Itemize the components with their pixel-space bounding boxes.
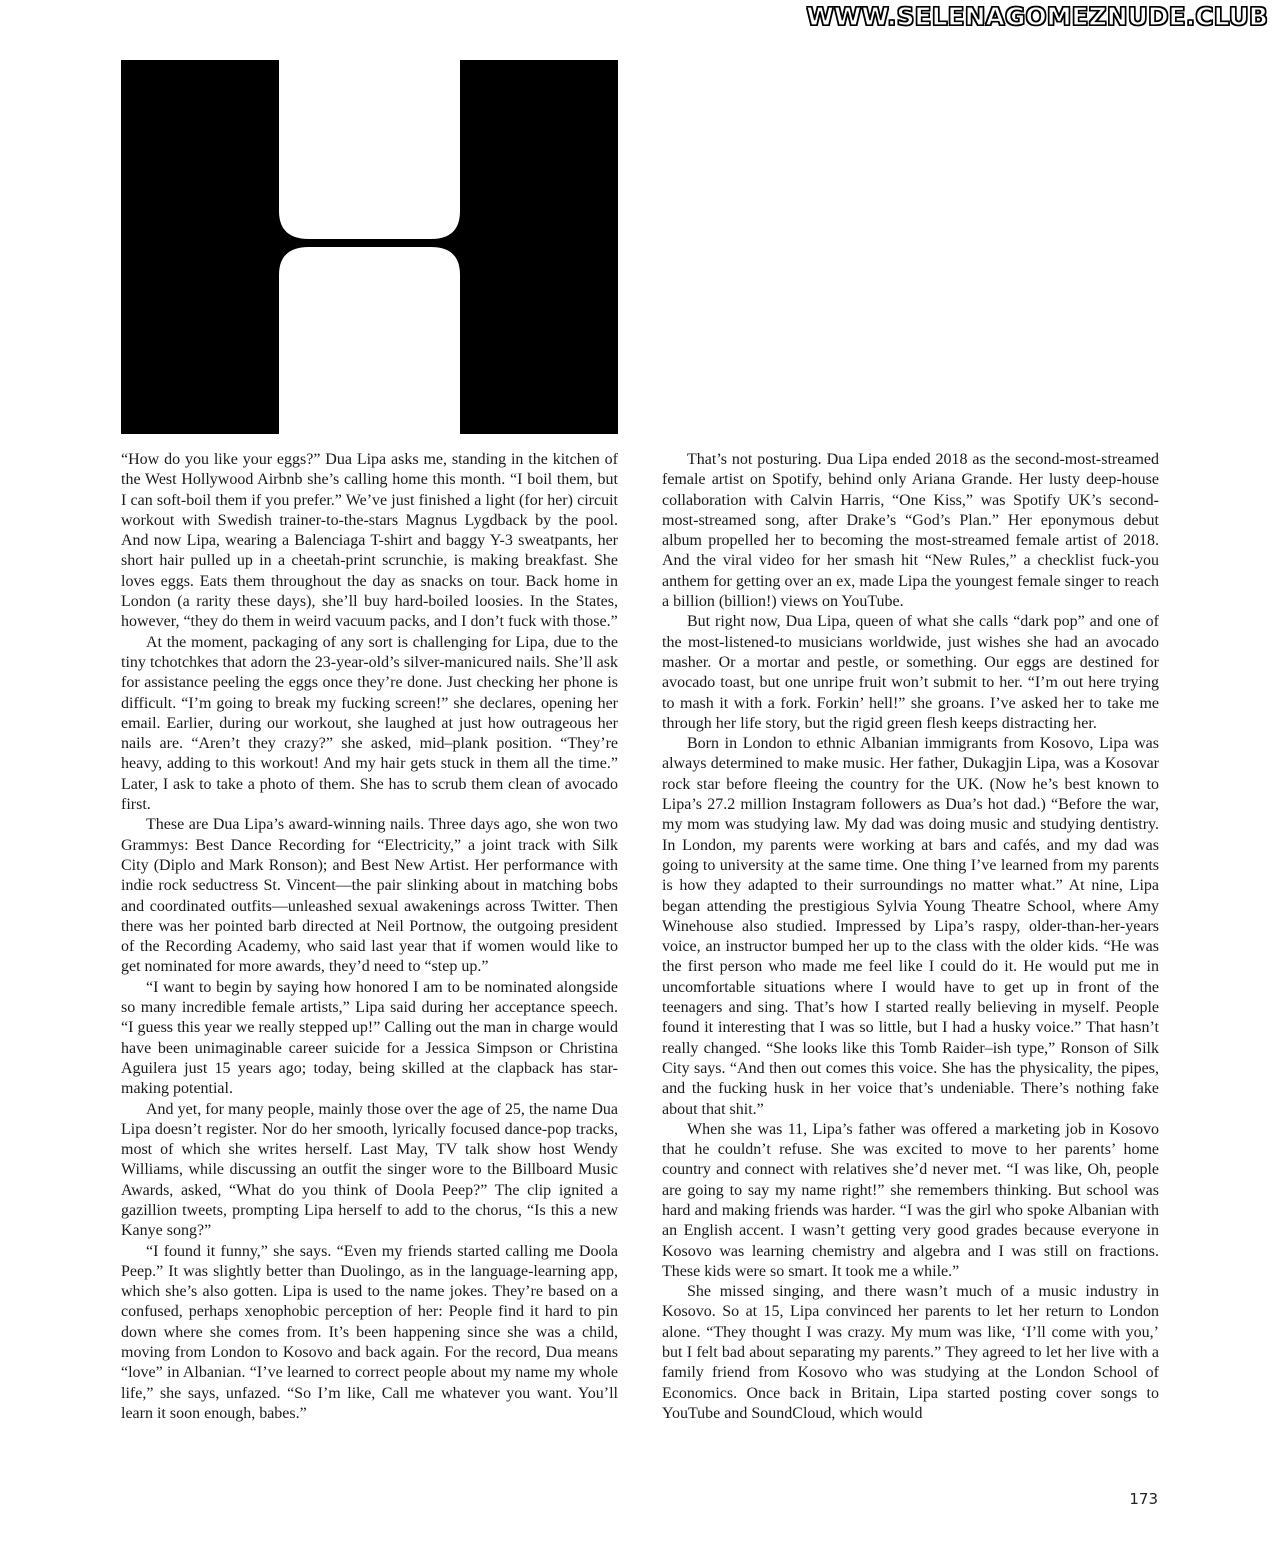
- paragraph: When she was 11, Lipa’s father was offered a marketing job in Kosovo that he couldn’t refuse. She was excited to move to her parents’ home country and connect with relatives she’d never met. “I was like, Oh, people are going to say my name right!” she remembers thinking. But school was hard and making friends was harder. “I was the girl who spoke Albanian with an English accent. I wasn’t getting very good grades because everyone in Kosovo was learning chemistry and algebra and I was still on fractions. These kids were so smart. It took me a while.”: [662, 1120, 1159, 1280]
- watermark-text: WWW.SELENAGOMEZNUDE.CLUB: [806, 2, 1268, 31]
- paragraph: She missed singing, and there wasn’t much of a music industry in Kosovo. So at 15, Lipa convinced her parents to let her return to London alone. “They thought I was crazy. My mum was like, ‘I’ll come with you,’ but I felt bad about separating my parents.” They agreed to let her live with a family friend from Kosovo who was studying at the London School of Economics. Once back in Britain, Lipa started posting cover songs to YouTube and SoundCloud, which would: [662, 1283, 1159, 1422]
- paragraph: “I want to begin by saying how honored I am to be nominated alongside so many incredible female artists,” Lipa said during her acceptance speech. “I guess this year we really stepped up!” Calling out the man in charge would have been unimaginable career suicide for a Jessica Simpson or Christina Aguilera just 15 years ago; today, being skilled at the clapback has star-making potential.: [121, 978, 618, 1098]
- right-column: [662, 450, 1159, 1424]
- drop-cap-h: [121, 60, 618, 434]
- paragraph: “I found it funny,” she says. “Even my friends started calling me Doola Peep.” It was slightly better than Duolingo, as in the language-learning app, which she’s also gotten. Lipa is used to the name jokes. They’re based on a confused, perhaps xenophobic perception of her: People find it hard to pin down where she comes from. It’s been happening since she was a child, moving from London to Kosovo and back again. For the record, Dua means “love” in Albanian. “I’ve learned to correct people about my name my whole life,” she says, unfazed. “So I’m like, Call me whatever you want. You’ll learn it soon enough, babes.”: [121, 1242, 618, 1422]
- paragraph: That’s not posturing. Dua Lipa ended 2018 as the second-most-streamed female artist on Spotify, behind only Ariana Grande. Her lusty deep-house collaboration with Calvin Harris, “One Kiss,” was Spotify UK’s second-most-streamed song, after Drake’s “God’s Plan.” Her eponymous debut album propelled her to becoming the most-streamed female artist of 2018. And the viral video for her smash hit “New Rules,” a checklist fuck-you anthem for getting over an ex, made Lipa the youngest female singer to reach a billion (billion!) views on YouTube.: [662, 451, 1159, 611]
- page-number: 173: [1129, 1490, 1158, 1508]
- paragraph: At the moment, packaging of any sort is challenging for Lipa, due to the tiny tchotchkes that adorn the 23-year-old’s silver-manicured nails. She’ll ask for assistance peeling the eggs once they’re done. Just checking her phone is difficult. “I’m going to break my fucking screen!” she declares, opening her email. Earlier, during our workout, she laughed at just how outrageous her nails are. “Aren’t they crazy?” she asked, mid–plank position. “They’re heavy, adding to this workout! And my hair gets stuck in them all the time.” Later, I ask to take a photo of them. She has to scrub them clean of avocado first.: [121, 633, 618, 814]
- paragraph: “How do you like your eggs?” Dua Lipa asks me, standing in the kitchen of the West Hollywood Airbnb she’s calling home this month. “I boil them, but I can soft-boil them if you prefer.” We’ve just finished a light (for her) circuit workout with Swedish trainer-to-the-stars Magnus Lygdback by the pool. And now Lipa, wearing a Balenciaga T-shirt and baggy Y-3 sweatpants, her short hair pulled up in a cheetah-print scrunchie, is making breakfast. She loves eggs. Eats them throughout the day as snacks on tour. Back home in London (a rarity these days), she’ll buy hard-boiled loosies. In the States, however, “they do them in weird vacuum packs, and I don’t fuck with those.”: [121, 451, 618, 631]
- paragraph: But right now, Dua Lipa, queen of what she calls “dark pop” and one of the most-listened-to musicians worldwide, just wishes she had an avocado masher. Or a mortar and pestle, or something. Our eggs are destined for avocado toast, but one unripe fruit won’t submit to her. “I’m out here trying to mash it with a fork. Forkin’ hell!” she groans. I’ve asked her to take me through her life story, but the rigid green flesh keeps distracting her.: [662, 613, 1159, 732]
- left-column: [121, 450, 618, 1424]
- paragraph: Born in London to ethnic Albanian immigrants from Kosovo, Lipa was always determined to make music. Her father, Dukagjin Lipa, was a Kosovar rock star before fleeing the country for the UK. (Now he’s best known to Lipa’s 27.2 million Instagram followers as Dua’s hot dad.) “Before the war, my mom was studying law. My dad was doing music and studying dentistry. In London, my parents were working at bars and cafés, and my dad was going to university at the same time. One thing I’ve learned from my parents is how they adapted to their surroundings no matter what.” At nine, Lipa began attending the prestigious Sylvia Young Theatre School, where Amy Winehouse also studied. Impressed by Lipa’s raspy, older-than-her-years voice, an instructor bumped her up to the class with the older kids. “He was the first person who made me feel like I could do it. He would put me in uncomfortable situations where I would have to get up in front of the teenagers and sing. That’s how I started really believing in myself. People found it interesting that I was so little, but I had a husky voice.” That hasn’t really changed. “She looks like this Tomb Raider–ish type,” Ronson of Silk City says. “And then out comes this voice. She has the physicality, the pipes, and the fucking husk in her voice that’s undeniable. There’s nothing fake about that shit.”: [662, 735, 1159, 1118]
- paragraph: These are Dua Lipa’s award-winning nails. Three days ago, she won two Grammys: Best Dance Recording for “Electricity,” a joint track with Silk City (Diplo and Mark Ronson); and Best New Artist. Her performance with indie rock seductress St. Vincent—the pair slinking about in matching bobs and coordinated outfits—unleashed sexual awakenings across Twitter. Then there was her pointed barb directed at Neil Portnow, the outgoing president of the Recording Academy, who said last year that if women would like to get nominated for more awards, they’d need to “step up.”: [121, 816, 618, 976]
- paragraph: And yet, for many people, mainly those over the age of 25, the name Dua Lipa doesn’t register. Nor do her smooth, lyrically focused dance-pop tracks, most of which she writes herself. Last May, TV talk show host Wendy Williams, while discussing an outfit the singer wore to the Billboard Music Awards, asked, “What do you think of Doola Peep?” The clip ignited a gazillion tweets, prompting Lipa herself to add to the chorus, “Is this a new Kanye song?”: [121, 1100, 618, 1240]
